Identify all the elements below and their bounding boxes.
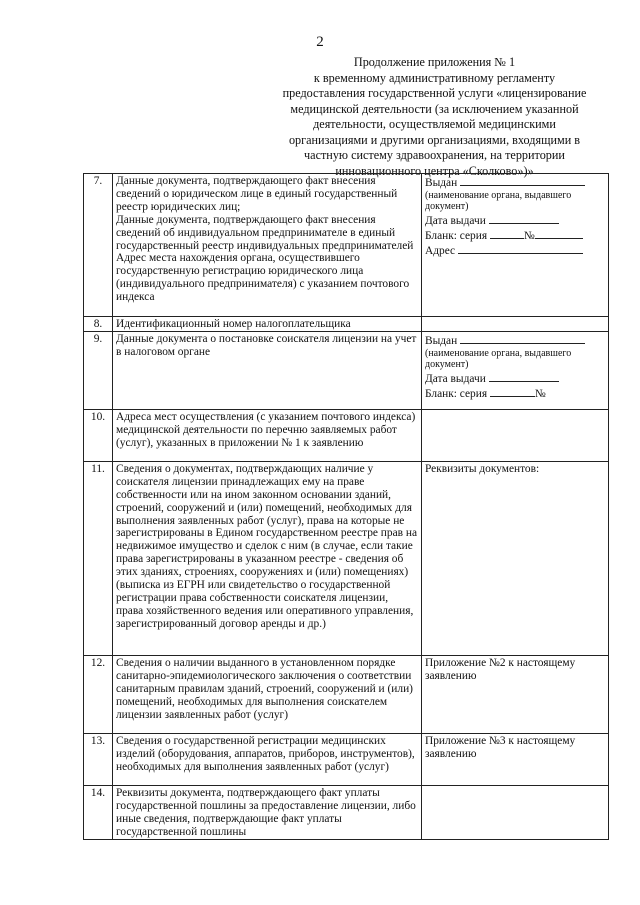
appendix-header	[262, 55, 607, 179]
page-number: 2	[316, 34, 324, 50]
header-line: организациями и другими организациями, входящими в	[288, 132, 581, 147]
row-number: 12.	[84, 655, 113, 733]
row-description	[113, 174, 422, 317]
issued-field[interactable]	[425, 175, 605, 190]
row-requisites[interactable]	[422, 785, 609, 839]
description-paragraph: Адреса мест осуществления (с указанием почтового индекса) медицинской деятельности по перечню заявляемых работ (услуг), указанных в приложении № 1 к заявлению	[116, 410, 416, 449]
issue-date-label: Дата выдачи	[425, 214, 486, 227]
row-number: 9.	[84, 331, 113, 409]
description-paragraph: Идентификационный номер налогоплательщика	[116, 318, 351, 330]
requisites-label: Реквизиты документов:	[425, 462, 540, 475]
row-description	[113, 461, 422, 655]
description-paragraph: Сведения о документах, подтверждающих наличие у соискателя лицензии принадлежащих ему на праве собственности или на ином законном основании зданий, строений, сооружений и (или) помещений, необходимых для выполнения заявленных работ (услуг), права на которые не зарегистрированы в Едином государственном реестре прав на недвижимое имущество и сделок с ним (в случае, если такие права зарегистрированы в указанном реестре - сведения об этих зданиях, строениях, сооружениях и (или) помещениях)	[116, 462, 418, 579]
description-paragraph: Реквизиты документа, подтверждающего факт уплаты государственной пошлины за предоставление лицензии, либо иные сведения, подтверждающие факт уплаты государственной пошлины	[116, 786, 416, 838]
row-number: 8.	[84, 317, 113, 332]
header-line: частную систему здравоохранения, на территории	[304, 148, 565, 162]
table-row	[84, 174, 609, 317]
issued-label: Выдан	[425, 334, 458, 347]
issuer-hint: (наименование органа, выдавшего документ)	[425, 347, 572, 371]
row-description	[113, 331, 422, 409]
number-sign: №	[523, 229, 535, 242]
description-paragraph: Данные документа, подтверждающего факт внесения сведений о юридическом лице в единый государственный реестр юридических лиц;	[116, 175, 398, 213]
header-line: предоставления государственной услуги «лицензирование	[282, 86, 587, 100]
description-paragraph: Данные документа о постановке соискателя лицензии на учет в налоговом органе	[116, 332, 417, 358]
issue-date-field[interactable]	[425, 213, 605, 228]
issued-field[interactable]	[425, 333, 605, 348]
table-row	[84, 461, 609, 655]
row-requisites	[422, 331, 609, 409]
row-number: 14.	[84, 785, 113, 839]
header-line: деятельности, осуществляемой медицинскими	[313, 117, 556, 131]
table-row	[84, 655, 609, 733]
address-label: Адрес	[425, 244, 456, 257]
row-description	[113, 785, 422, 839]
row-requisites	[422, 733, 609, 785]
header-line: инновационного центра «Сколково»)»	[335, 163, 534, 178]
description-paragraph: Адрес места нахождения органа, осуществившего государственную регистрацию юридического лица (индивидуального предпринимателя) с указанием почтового индекса	[116, 252, 410, 304]
address-field[interactable]	[425, 243, 605, 258]
appendix-reference: Приложение №2 к настоящему заявлению	[425, 656, 576, 682]
issue-date-label: Дата выдачи	[425, 372, 486, 385]
table-row	[84, 409, 609, 461]
application-table	[83, 173, 609, 840]
issue-date-field[interactable]	[425, 371, 605, 386]
blank-series-label: Бланк: серия	[425, 387, 488, 400]
row-description	[113, 655, 422, 733]
row-requisites	[422, 655, 609, 733]
row-requisites[interactable]	[422, 409, 609, 461]
row-number: 10.	[84, 409, 113, 461]
number-sign: №	[534, 387, 546, 400]
table-row	[84, 785, 609, 839]
header-line: Продолжение приложения № 1	[353, 55, 516, 69]
row-requisites	[422, 461, 609, 655]
row-number: 13.	[84, 733, 113, 785]
table-row	[84, 733, 609, 785]
appendix-reference: Приложение №3 к настоящему заявлению	[425, 734, 576, 760]
row-number: 11.	[84, 461, 113, 655]
row-requisites[interactable]	[422, 317, 609, 332]
table-row	[84, 317, 609, 332]
description-paragraph: Данные документа, подтверждающего факт внесения сведений об индивидуальном предпринимателе в единый государственный реестр индивидуальных предпринимателей	[116, 213, 414, 252]
blank-series-label: Бланк: серия	[425, 229, 488, 242]
table-row	[84, 331, 609, 409]
issued-label: Выдан	[425, 177, 458, 189]
header-line: к временному административному регламенту	[313, 70, 556, 85]
row-requisites	[422, 174, 609, 317]
row-description	[113, 409, 422, 461]
row-description	[113, 733, 422, 785]
description-paragraph: Сведения о наличии выданного в установленном порядке санитарно-эпидемиологического заключения о соответствии санитарным правилам зданий, строений, сооружений и (или) помещений, необходимых для выполнения соискателем лицензии заявленных работ (услуг)	[116, 656, 413, 721]
row-description	[113, 317, 422, 332]
description-paragraph: Сведения о государственной регистрации медицинских изделий (оборудования, аппаратов, приборов, инструментов), необходимых для выполнения заявленных работ (услуг)	[116, 734, 415, 773]
row-number: 7.	[84, 174, 113, 317]
header-line: медицинской деятельности (за исключением указанной	[290, 101, 579, 116]
blank-series-field[interactable]	[425, 228, 605, 243]
description-paragraph: (выписка из ЕГРН или свидетельство о государственной регистрации права собственности соискателя лицензии, права хозяйственного ведения или оперативного управления, зарегистрированный договор аренды и др.)	[116, 579, 414, 630]
blank-series-field[interactable]	[425, 386, 605, 401]
issuer-hint: (наименование органа, выдавшего документ)	[425, 189, 572, 213]
